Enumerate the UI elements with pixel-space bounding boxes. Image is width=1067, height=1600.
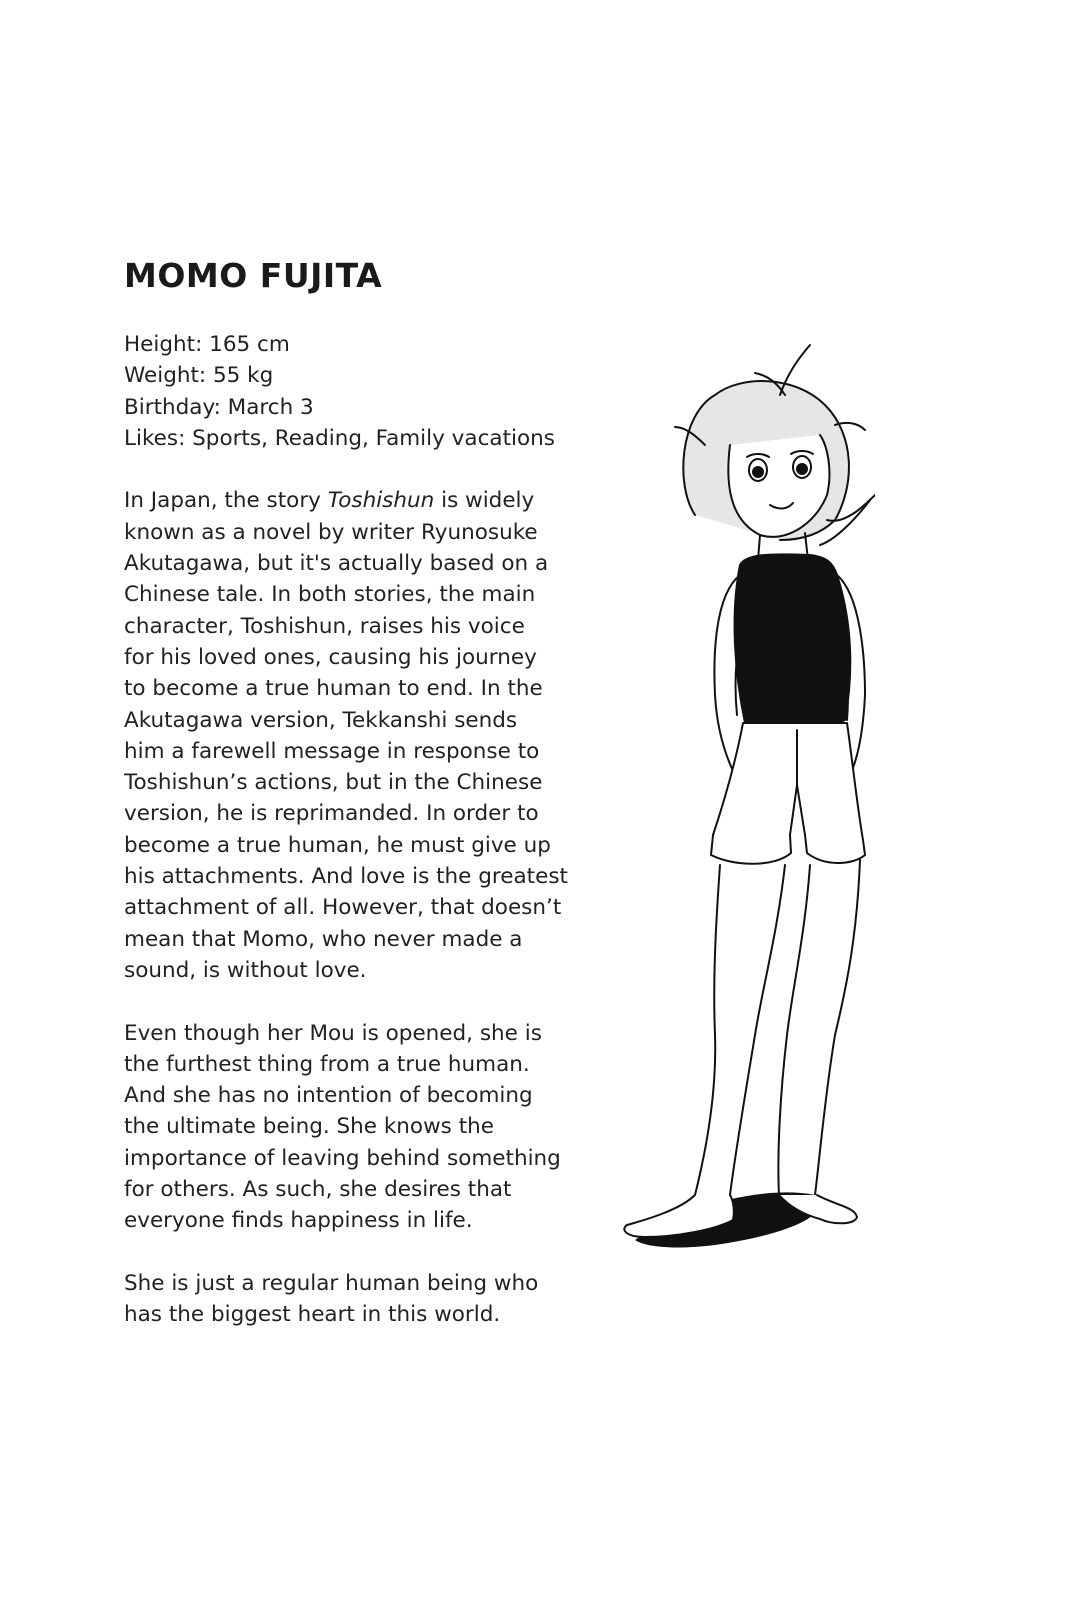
character-stats xyxy=(124,329,574,454)
paragraph-line: for his loved ones, causing his journey xyxy=(124,644,537,670)
paragraph-line xyxy=(124,485,574,516)
paragraph-toshishun xyxy=(124,485,574,986)
paragraph-line: everyone finds happiness in life. xyxy=(124,1208,473,1234)
paragraph-lead-rest: is widely xyxy=(434,488,535,514)
paragraph-line: She is just a regular human being who xyxy=(124,1270,539,1296)
character-name-heading: MOMO FUJITA xyxy=(124,256,383,295)
stat-birthday: Birthday: March 3 xyxy=(124,394,314,420)
profile-text-column xyxy=(124,329,574,1331)
paragraph-line: has the biggest heart in this world. xyxy=(124,1302,501,1328)
paragraph-line: Chinese tale. In both stories, the main xyxy=(124,582,536,608)
paragraph-line: mean that Momo, who never made a xyxy=(124,926,523,952)
paragraph-line: the furthest thing from a true human. xyxy=(124,1051,530,1077)
stat-likes: Likes: Sports, Reading, Family vacations xyxy=(124,425,555,451)
paragraph-line: his attachments. And love is the greatest xyxy=(124,864,568,890)
paragraph-line: Akutagawa version, Tekkanshi sends xyxy=(124,707,518,733)
paragraph-line: known as a novel by writer Ryunosuke xyxy=(124,519,538,545)
paragraph-line: And she has no intention of becoming xyxy=(124,1083,533,1109)
paragraph-line: him a farewell message in response to xyxy=(124,738,540,764)
character-illustration xyxy=(565,335,875,1255)
character-illustration-icon xyxy=(565,335,875,1255)
stat-weight: Weight: 55 kg xyxy=(124,363,274,389)
paragraph-line: version, he is reprimanded. In order to xyxy=(124,801,539,827)
paragraph-line: Toshishun’s actions, but in the Chinese xyxy=(124,770,543,796)
paragraph-line: Even though her Mou is opened, she is xyxy=(124,1020,542,1046)
paragraph-line: sound, is without love. xyxy=(124,957,367,983)
story-title: Toshishun xyxy=(327,488,435,514)
paragraph-line: attachment of all. However, that doesn’t xyxy=(124,895,562,921)
paragraph-mou xyxy=(124,1018,574,1237)
paragraph-lead-text: In Japan, the story xyxy=(124,488,328,514)
stat-height: Height: 165 cm xyxy=(124,332,290,357)
paragraph-line: importance of leaving behind something xyxy=(124,1145,561,1171)
paragraph-line: the ultimate being. She knows the xyxy=(124,1114,494,1140)
paragraph-line: to become a true human to end. In the xyxy=(124,676,543,702)
paragraph-line: character, Toshishun, raises his voice xyxy=(124,613,525,639)
paragraph-closing xyxy=(124,1268,574,1331)
paragraph-line: become a true human, he must give up xyxy=(124,832,551,858)
paragraph-line: for others. As such, she desires that xyxy=(124,1177,512,1203)
paragraph-line: Akutagawa, but it's actually based on a xyxy=(124,551,549,577)
